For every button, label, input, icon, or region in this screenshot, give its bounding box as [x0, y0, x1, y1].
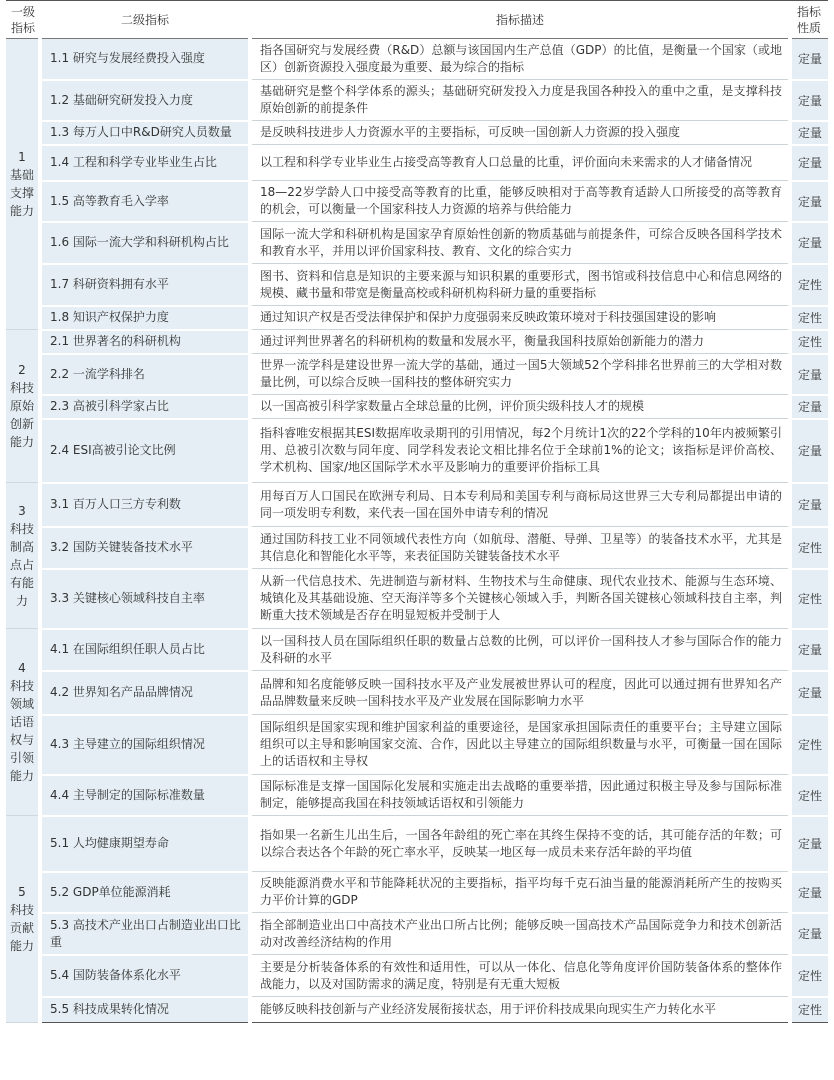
level2-indicator: 5.1 人均健康期望寿命	[40, 816, 250, 872]
indicator-nature: 定量	[790, 913, 828, 955]
table-row	[6, 354, 828, 395]
level2-indicator: 1.7 科研资料拥有水平	[40, 264, 250, 306]
table-body	[6, 39, 828, 1023]
level2-indicator: 5.5 科技成果转化情况	[40, 997, 250, 1023]
level2-indicator: 2.1 世界著名的科研机构	[40, 330, 250, 354]
level2-indicator: 4.3 主导建立的国际组织情况	[40, 715, 250, 775]
indicator-description: 反映能源消费水平和节能降耗状况的主要指标，指平均每千克石油当量的能源消耗所产生的按购买力平价计算的GDP	[250, 872, 790, 913]
header-nature: 指标 性质	[790, 1, 828, 39]
indicator-description: 国际标准是支撑一国国际化发展和实施走出去战略的重要举措，因此通过积极主导及参与国际标准制定，能够提高我国在科技领域话语权和引领能力	[250, 775, 790, 816]
table-row	[6, 39, 828, 80]
level2-indicator: 5.2 GDP单位能源消耗	[40, 872, 250, 913]
indicator-nature: 定量	[790, 419, 828, 483]
table-row	[6, 629, 828, 671]
indicator-description: 用每百万人口国民在欧洲专利局、日本专利局和美国专利与商标局这世界三大专利局都提出申请的同一项发明专利数，来代表一国在国外申请专利的情况	[250, 483, 790, 527]
indicator-table	[6, 0, 828, 1023]
indicator-nature: 定性	[790, 955, 828, 997]
table-row	[6, 816, 828, 872]
indicator-nature: 定量	[790, 483, 828, 527]
level2-indicator: 3.3 关键核心领域科技自主率	[40, 569, 250, 629]
level2-indicator: 5.3 高技术产业出口占制造业出口比重	[40, 913, 250, 955]
level2-indicator: 4.4 主导制定的国际标准数量	[40, 775, 250, 816]
indicator-nature: 定量	[790, 181, 828, 222]
header-description: 指标描述	[250, 1, 790, 39]
level2-indicator: 2.4 ESI高被引论文比例	[40, 419, 250, 483]
indicator-description: 指科睿唯安根据其ESI数据库收录期刊的引用情况，每2个月统计1次的22个学科的10年内被频繁引用、总被引次数与同年度、同学科发表论文相比排名位于全球前1%的论文；该指标是评价高校、学术机构、国家/地区国际学术水平及影响力的重要评价指标工具	[250, 419, 790, 483]
table-row	[6, 145, 828, 181]
indicator-nature: 定量	[790, 671, 828, 715]
indicator-description: 基础研究是整个科学体系的源头；基础研究研发投入力度是我国各种投入的重中之重，是支撑科技原始创新的前提条件	[250, 80, 790, 121]
indicator-description: 能够反映科技创新与产业经济发展衔接状态，用于评价科技成果向现实生产力转化水平	[250, 997, 790, 1023]
indicator-description: 国际组织是国家实现和维护国家利益的重要途径，是国家承担国际责任的重要平台；主导建立国际组织可以主导和影响国家交流、合作，因此以主导建立的国际组织数量与水平，可衡量一国在国际上的话语权和主导权	[250, 715, 790, 775]
indicator-description: 指如果一名新生儿出生后，一国各年龄组的死亡率在其终生保持不变的话，其可能存活的年数；可以综合表达各个年龄的死亡率水平，反映某一地区每一成员未来存活年龄的平均值	[250, 816, 790, 872]
indicator-description: 以一国科技人员在国际组织任职的数量占总数的比例，可以评价一国科技人才参与国际合作的能力及科研的水平	[250, 629, 790, 671]
table-row	[6, 955, 828, 997]
indicator-description: 以工程和科学专业毕业生占接受高等教育人口总量的比重，评价面向未来需求的人才储备情况	[250, 145, 790, 181]
indicator-nature: 定量	[790, 354, 828, 395]
table-row	[6, 872, 828, 913]
indicator-description: 是反映科技进步人力资源水平的主要指标，可反映一国创新人力资源的投入强度	[250, 121, 790, 145]
indicator-description: 主要是分析装备体系的有效性和适用性，可以从一体化、信息化等角度评价国防装备体系的整体作战能力，以及对国防需求的满足度，特别是有无重大短板	[250, 955, 790, 997]
table-row	[6, 330, 828, 354]
indicator-description: 世界一流学科是建设世界一流大学的基础，通过一国5大领域52个学科排名世界前三的大学相对数量比例，可以综合反映一国科技的整体研究实力	[250, 354, 790, 395]
indicator-nature: 定性	[790, 997, 828, 1023]
indicator-description: 国际一流大学和科研机构是国家孕育原始性创新的物质基础与前提条件，可综合反映各国科学技术和教育水平，并用以评价国家科技、教育、文化的综合实力	[250, 222, 790, 264]
table-row	[6, 264, 828, 306]
table-row	[6, 306, 828, 330]
indicator-nature: 定量	[790, 395, 828, 419]
indicator-description: 品牌和知名度能够反映一国科技水平及产业发展被世界认可的程度，因此可以通过拥有世界知名产品品牌数量来反映一国科技水平及产业发展在国际影响力水平	[250, 671, 790, 715]
table-row	[6, 671, 828, 715]
table-row	[6, 419, 828, 483]
indicator-nature: 定性	[790, 527, 828, 569]
indicator-description: 18—22岁学龄人口中接受高等教育的比重，能够反映相对于高等教育适龄人口所接受的高等教育的机会，可以衡量一个国家科技人力资源的培养与供给能力	[250, 181, 790, 222]
level1-indicator: 3 科技 制高 点占 有能 力	[6, 483, 40, 629]
indicator-nature: 定量	[790, 80, 828, 121]
indicator-description: 从新一代信息技术、先进制造与新材料、生物技术与生命健康、现代农业技术、能源与生态环境、城镇化及其基础设施、空天海洋等多个关键核心领域入手，判断各国关键核心领域科技自主率，判断重大技术领域是否存在明显短板并受制于人	[250, 569, 790, 629]
indicator-nature: 定量	[790, 816, 828, 872]
level2-indicator: 4.1 在国际组织任职人员占比	[40, 629, 250, 671]
level1-indicator: 2 科技 原始 创新 能力	[6, 330, 40, 483]
table-row	[6, 181, 828, 222]
indicator-description: 通过国防科技工业不同领域代表性方向（如航母、潜艇、导弹、卫星等）的装备技术水平，尤其是其信息化和智能化水平等，来表征国防关键装备技术水平	[250, 527, 790, 569]
indicator-nature: 定性	[790, 264, 828, 306]
indicator-nature: 定量	[790, 121, 828, 145]
level2-indicator: 1.8 知识产权保护力度	[40, 306, 250, 330]
indicator-nature: 定量	[790, 222, 828, 264]
indicator-nature: 定量	[790, 39, 828, 80]
level2-indicator: 1.5 高等教育毛入学率	[40, 181, 250, 222]
level1-indicator: 1 基础 支撑 能力	[6, 39, 40, 330]
table-row	[6, 483, 828, 527]
table-row	[6, 775, 828, 816]
level2-indicator: 1.2 基础研究研发投入力度	[40, 80, 250, 121]
indicator-nature: 定性	[790, 715, 828, 775]
header-level2: 二级指标	[40, 1, 250, 39]
indicator-description: 通过知识产权是否受法律保护和保护力度强弱来反映政策环境对于科技强国建设的影响	[250, 306, 790, 330]
indicator-nature: 定性	[790, 775, 828, 816]
indicator-description: 通过评判世界著名的科研机构的数量和发展水平，衡量我国科技原始创新能力的潜力	[250, 330, 790, 354]
level1-indicator: 4 科技 领域 话语 权与 引领 能力	[6, 629, 40, 816]
level2-indicator: 2.2 一流学科排名	[40, 354, 250, 395]
header-level1: 一级 指标	[6, 1, 40, 39]
table-header	[6, 1, 828, 39]
indicator-description: 图书、资料和信息是知识的主要来源与知识积累的重要形式，图书馆或科技信息中心和信息网络的规模、藏书量和带宽是衡量高校或科研机构科研力量的重要指标	[250, 264, 790, 306]
table-row	[6, 80, 828, 121]
level2-indicator: 1.4 工程和科学专业毕业生占比	[40, 145, 250, 181]
indicator-nature: 定量	[790, 629, 828, 671]
indicator-description: 以一国高被引科学家数量占全球总量的比例，评价顶尖级科技人才的规模	[250, 395, 790, 419]
indicator-nature: 定性	[790, 306, 828, 330]
indicator-nature: 定性	[790, 330, 828, 354]
level1-indicator: 5 科技 贡献 能力	[6, 816, 40, 1023]
table-row	[6, 395, 828, 419]
table-row	[6, 121, 828, 145]
level2-indicator: 3.1 百万人口三方专利数	[40, 483, 250, 527]
indicator-nature: 定量	[790, 145, 828, 181]
table-row	[6, 715, 828, 775]
indicator-description: 指各国研究与发展经费（R&D）总额与该国国内生产总值（GDP）的比值，是衡量一个国家（或地区）创新资源投入强度最为重要、最为综合的指标	[250, 39, 790, 80]
table-row	[6, 569, 828, 629]
indicator-nature: 定量	[790, 872, 828, 913]
table-row	[6, 913, 828, 955]
table-row	[6, 222, 828, 264]
level2-indicator: 3.2 国防关键装备技术水平	[40, 527, 250, 569]
level2-indicator: 1.6 国际一流大学和科研机构占比	[40, 222, 250, 264]
level2-indicator: 1.3 每万人口中R&D研究人员数量	[40, 121, 250, 145]
level2-indicator: 5.4 国防装备体系化水平	[40, 955, 250, 997]
table-row	[6, 997, 828, 1023]
indicator-description: 指全部制造业出口中高技术产业出口所占比例；能够反映一国高技术产品国际竞争力和技术创新活动对改善经济结构的作用	[250, 913, 790, 955]
indicator-nature: 定性	[790, 569, 828, 629]
table-row	[6, 527, 828, 569]
level2-indicator: 4.2 世界知名产品品牌情况	[40, 671, 250, 715]
level2-indicator: 1.1 研究与发展经费投入强度	[40, 39, 250, 80]
level2-indicator: 2.3 高被引科学家占比	[40, 395, 250, 419]
